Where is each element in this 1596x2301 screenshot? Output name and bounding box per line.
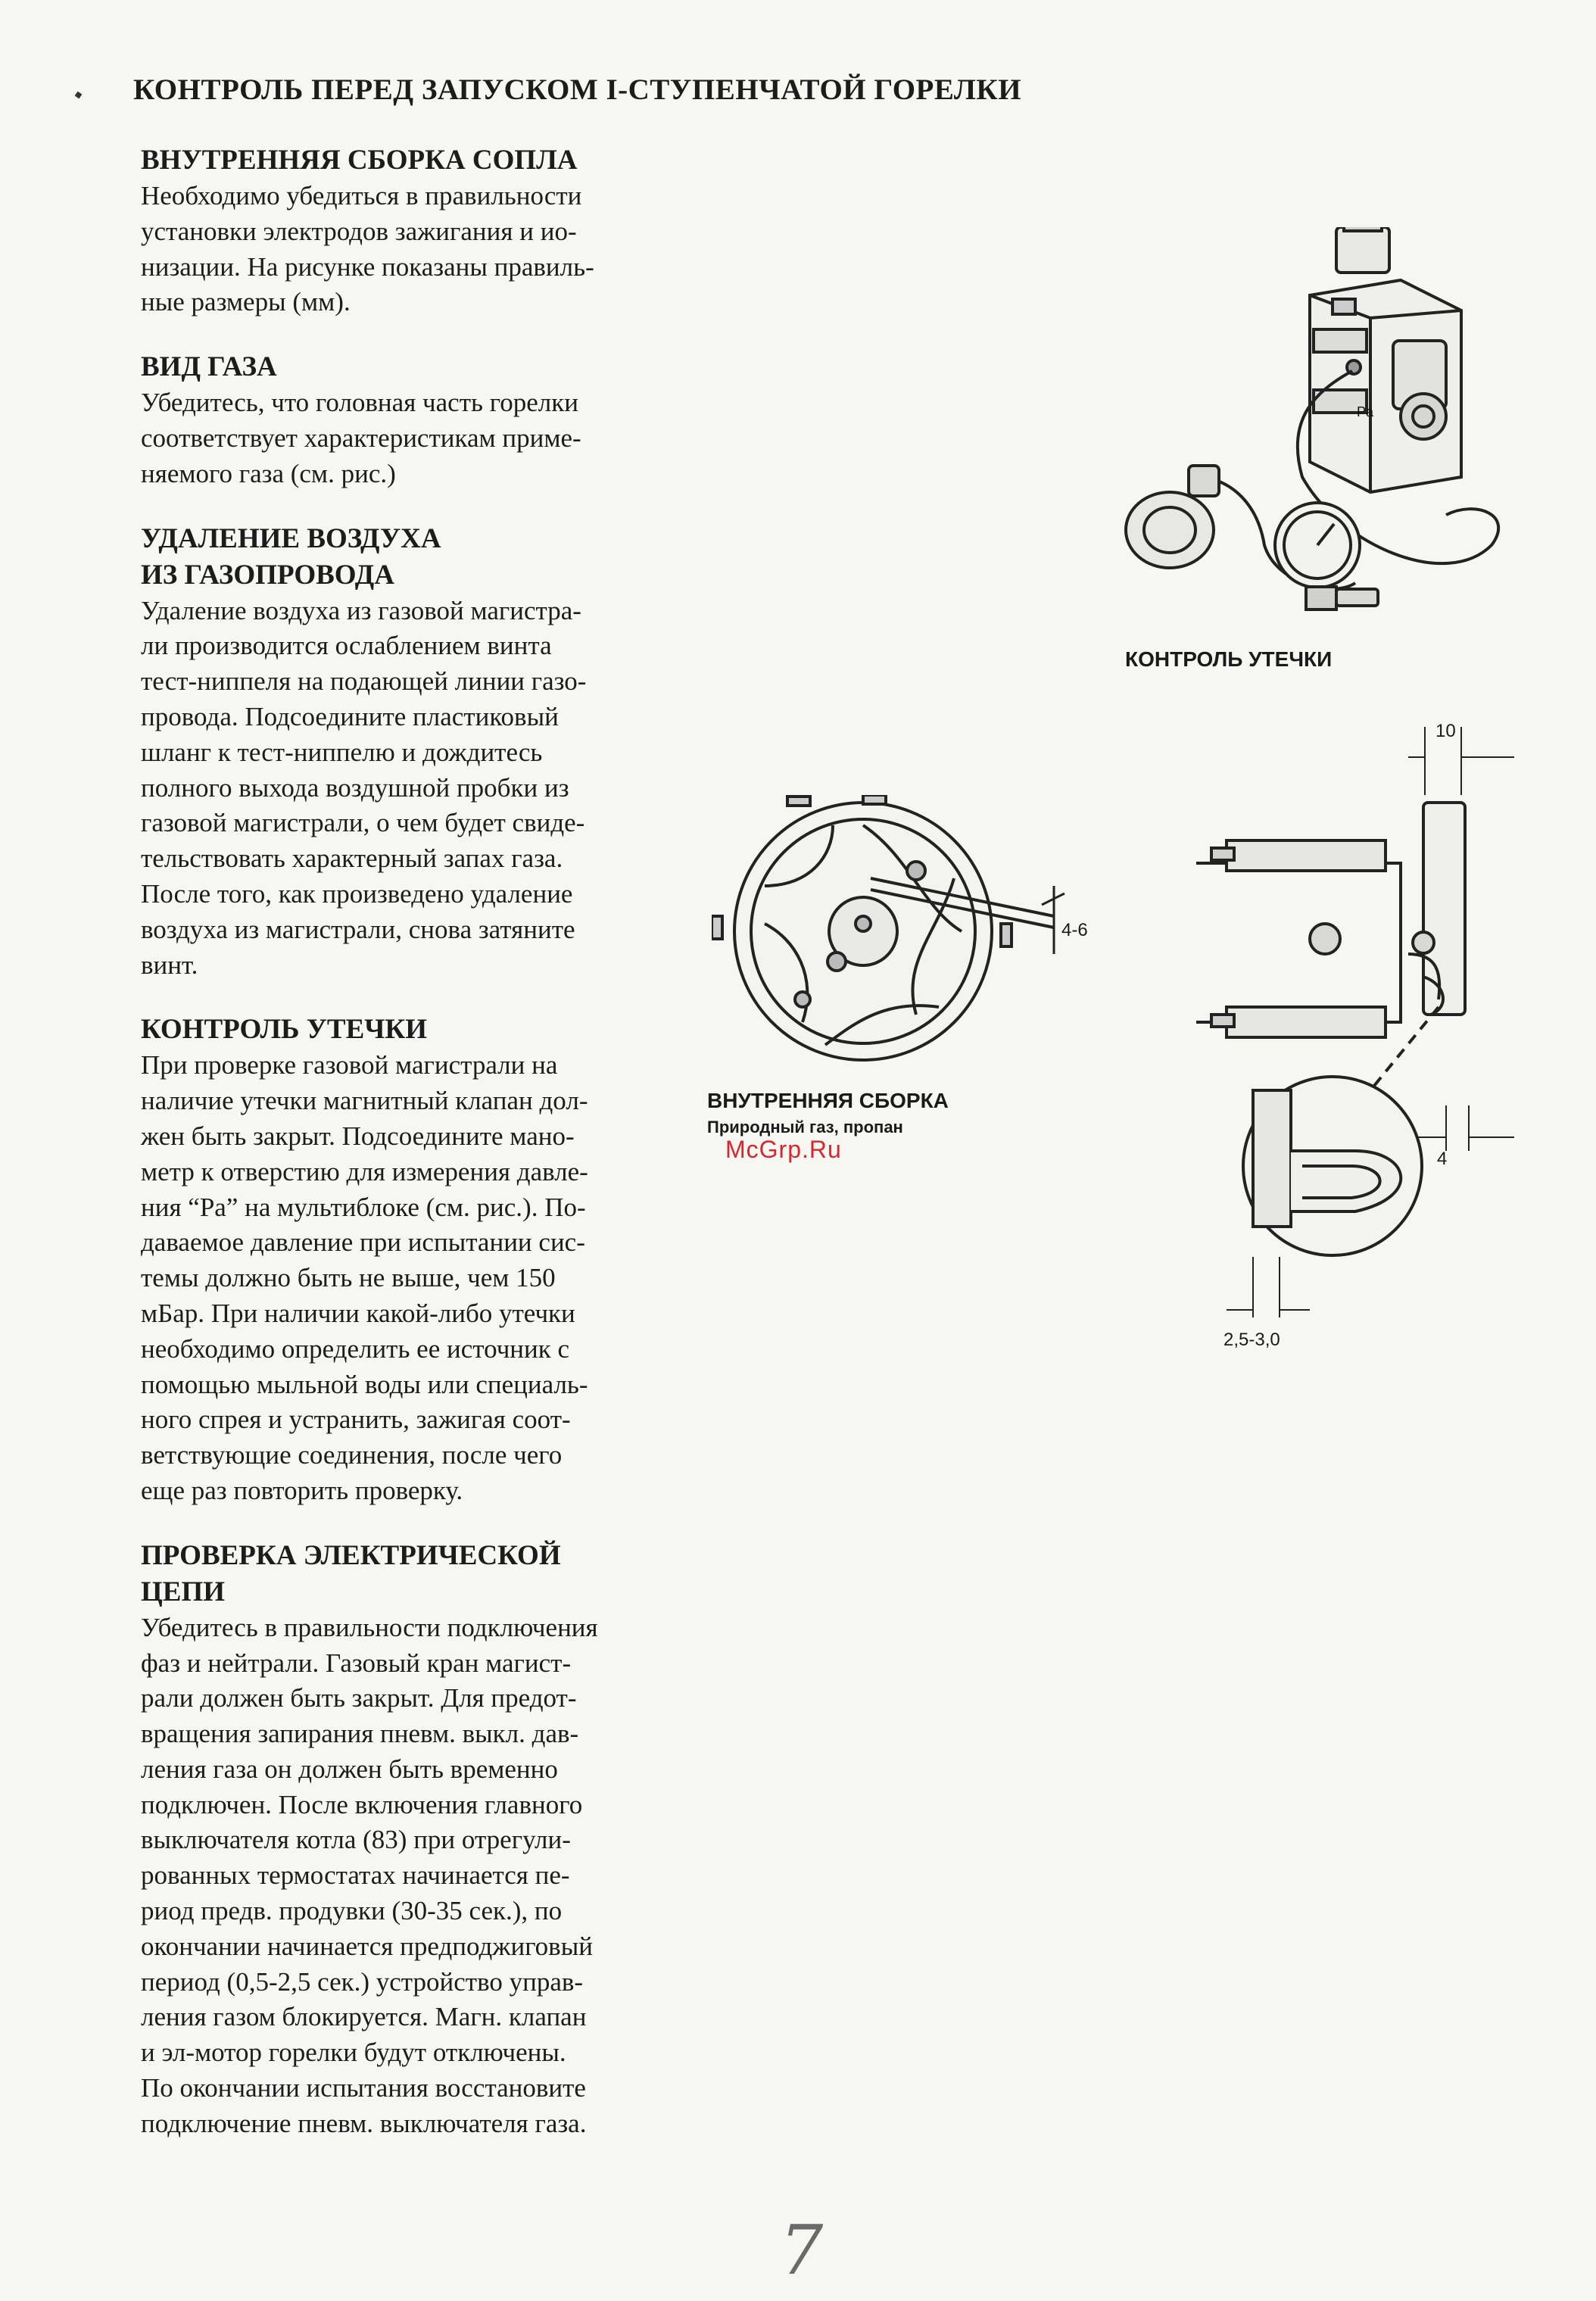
body-line: полного выхода воздушной пробки из xyxy=(141,772,569,803)
nozzle-caption: ВНУТРЕННЯЯ СБОРКА xyxy=(707,1089,949,1112)
page-number: 7 xyxy=(780,2211,824,2290)
nozzle-figure xyxy=(712,795,1090,1098)
section-heading xyxy=(141,142,671,179)
body-line: Убедитесь в правильности подключения xyxy=(141,1612,598,1642)
body-line: вращения запирания пневм. выкл. дав- xyxy=(141,1719,579,1749)
body-line: рали должен быть закрыт. Для предот- xyxy=(141,1683,577,1713)
body-line: фаз и нейтрали. Газовый кран магист- xyxy=(141,1648,572,1678)
body-line: подключен. После включения главного xyxy=(141,1789,583,1819)
section-heading-line: ВИД ГАЗА xyxy=(141,351,277,383)
section-heading xyxy=(141,1538,671,1610)
body-line: выключателя котла (83) при отрегули- xyxy=(141,1825,571,1855)
section-heading xyxy=(141,349,671,385)
electrode-dim-right: 4 xyxy=(1437,1149,1448,1169)
section-heading-line: ЦЕПИ xyxy=(141,1576,226,1607)
section xyxy=(141,142,671,320)
body-line: мБар. При наличии какой-либо утечки xyxy=(141,1298,575,1328)
electrode-dim-top: 10 xyxy=(1435,721,1456,741)
watermark: McGrp.Ru xyxy=(725,1136,842,1163)
body-line: ветствующие соединения, после чего xyxy=(141,1440,563,1470)
body-line: няемого газа (см. рис.) xyxy=(141,458,396,488)
body-line: установки электродов зажигания и ио- xyxy=(141,216,577,246)
body-line: ного спрея и устранить, зажигая соот- xyxy=(141,1405,571,1435)
body-line: наличие утечки магнитный клапан дол- xyxy=(141,1086,588,1116)
section-heading-line: ИЗ ГАЗОПРОВОДА xyxy=(141,559,394,591)
section xyxy=(141,1012,671,1508)
nozzle-subcaption: Природный газ, пропан xyxy=(707,1118,903,1136)
electrode-figure xyxy=(1181,727,1545,1333)
section-body xyxy=(141,385,671,491)
section-body xyxy=(141,1048,671,1508)
page-title: КОНТРОЛЬ ПЕРЕД ЗАПУСКОМ I-СТУПЕНЧАТОЙ ГОРЕЛКИ xyxy=(133,73,1022,106)
body-line: риод предв. продувки (30-35 сек.), по xyxy=(141,1896,563,1926)
section-body xyxy=(141,594,671,984)
body-line: воздуха из магистрали, снова затяните xyxy=(141,914,575,944)
body-line: необходимо определить ее источник с xyxy=(141,1333,570,1364)
body-line: подключение пневм. выключателя газа. xyxy=(141,2108,587,2138)
body-line: даваемое давление при испытании сис- xyxy=(141,1227,585,1258)
body-line: газовой магистрали, о чем будет свиде- xyxy=(141,808,585,838)
body-line: тельствовать характерный запах газа. xyxy=(141,843,563,874)
nozzle-gap-dimension: 4-6 xyxy=(1061,920,1088,940)
electrode-dim-bottom: 2,5-3,0 xyxy=(1223,1330,1280,1350)
body-line: окончании начинается предподжиговый xyxy=(141,1931,593,1961)
body-line: Удаление воздуха из газовой магистра- xyxy=(141,595,581,625)
body-line: помощью мыльной воды или специаль- xyxy=(141,1369,588,1399)
section xyxy=(141,1538,671,2142)
body-line: После того, как произведено удаление xyxy=(141,878,573,909)
section-body xyxy=(141,1610,671,2142)
body-line: ные размеры (мм). xyxy=(141,287,351,317)
body-line: ления газом блокируется. Магн. клапан xyxy=(141,2002,587,2032)
section xyxy=(141,521,671,984)
body-line: При проверке газовой магистрали на xyxy=(141,1050,558,1080)
body-line: ли производится ослаблением винта xyxy=(141,631,552,661)
leak-test-caption: КОНТРОЛЬ УТЕЧКИ xyxy=(1125,647,1333,671)
body-line: соответствует характеристикам приме- xyxy=(141,422,581,453)
leak-test-figure xyxy=(1113,227,1507,636)
body-line: жен быть закрыт. Подсоедините мано- xyxy=(141,1121,575,1151)
multiblock-valve xyxy=(1310,227,1461,492)
section-heading-line: КОНТРОЛЬ УТЕЧКИ xyxy=(141,1014,428,1046)
section-heading-line: ПРОВЕРКА ЭЛЕКТРИЧЕСКОЙ xyxy=(141,1539,561,1571)
body-line: По окончании испытания восстановите xyxy=(141,2073,586,2103)
section-heading-line: ВНУТРЕННЯЯ СБОРКА СОПЛА xyxy=(141,145,578,176)
body-line: Убедитесь, что головная часть горелки xyxy=(141,388,578,418)
body-line: метр к отверстию для измерения давле- xyxy=(141,1156,588,1186)
body-line: еще раз повторить проверку. xyxy=(141,1475,463,1505)
section-heading xyxy=(141,1012,671,1048)
body-line: ния “Pa” на мультиблоке (см. рис.). По- xyxy=(141,1192,586,1222)
section xyxy=(141,349,671,491)
text-column xyxy=(141,142,671,2171)
body-line: рованных термостатах начинается пе- xyxy=(141,1860,570,1891)
body-line: Необходимо убедиться в правильности xyxy=(141,181,582,210)
body-line: провода. Подсоедините пластиковый xyxy=(141,701,559,731)
body-line: низации. На рисунке показаны правиль- xyxy=(141,251,594,282)
scan-mark xyxy=(75,92,83,99)
manometer xyxy=(1275,503,1378,610)
body-line: ления газа он должен быть временно xyxy=(141,1754,558,1784)
section-heading-line: УДАЛЕНИЕ ВОЗДУХА xyxy=(141,522,441,554)
body-line: шланг к тест-ниппелю и дождитесь xyxy=(141,737,543,767)
pa-port-label: Pa xyxy=(1357,404,1374,419)
body-line: и эл-мотор горелки будут отключены. xyxy=(141,2038,566,2068)
body-line: тест-ниппеля на подающей линии газо- xyxy=(141,666,587,697)
body-line: винт. xyxy=(141,949,198,980)
section-heading xyxy=(141,521,671,594)
bellows xyxy=(1126,466,1219,568)
body-line: темы должно быть не выше, чем 150 xyxy=(141,1263,556,1293)
section-body xyxy=(141,179,671,320)
body-line: период (0,5-2,5 сек.) устройство управ- xyxy=(141,1966,584,1997)
